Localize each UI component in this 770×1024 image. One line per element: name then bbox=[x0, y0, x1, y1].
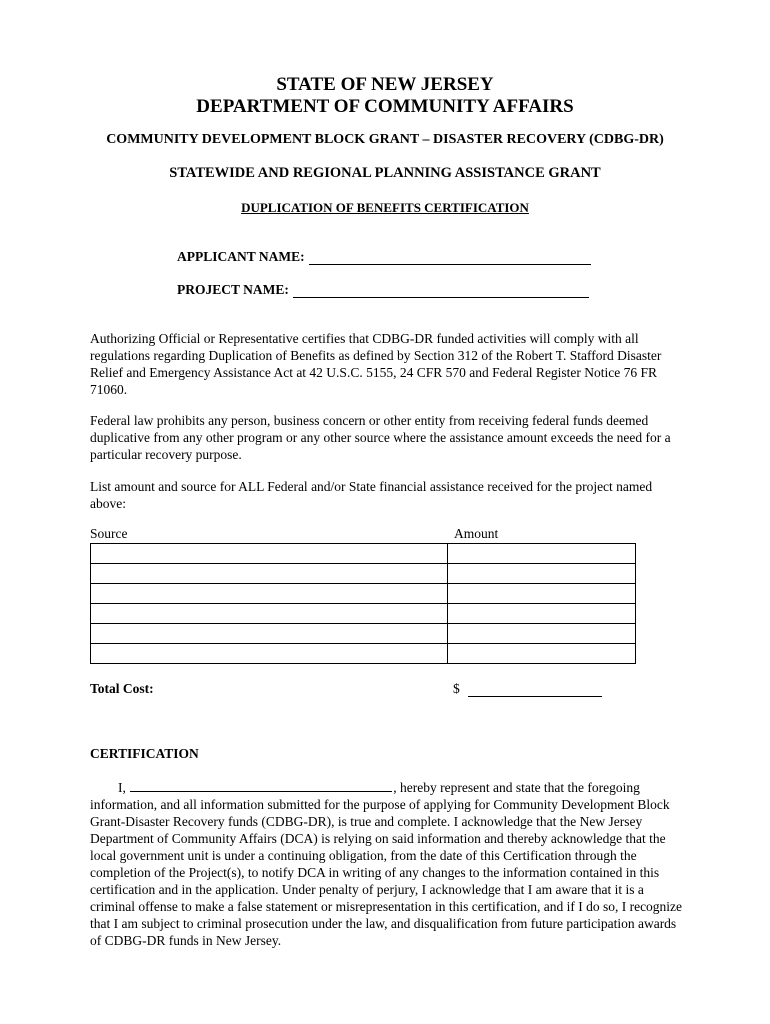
amount-cell bbox=[448, 644, 635, 663]
table-row bbox=[91, 624, 635, 644]
grant-title: STATEWIDE AND REGIONAL PLANNING ASSISTANCE GRANT bbox=[169, 165, 601, 181]
amount-input[interactable] bbox=[448, 644, 635, 663]
project-name-line bbox=[293, 283, 589, 298]
applicant-name-line bbox=[309, 250, 591, 265]
project-name-row bbox=[177, 282, 589, 298]
source-cell bbox=[91, 564, 448, 583]
amount-input[interactable] bbox=[448, 544, 635, 563]
amount-input[interactable] bbox=[448, 604, 635, 623]
certification-text: , hereby represent and state that the foregoing information, and all information submitted for the purpose of applying for Community Development Block Grant-Disaster Recovery funds (CDBG-DR), is true and complete. I acknowledge that the New Jersey Department of Community Affairs (DCA) is relying on said information and thereby acknowledge that the local government unit is under a continuing obligation, from the date of this Certification through the completion of the Project(s), to notify DCA in writing of any changes to the information contained in this certification and in the application. Under penalty of perjury, I acknowledge that I am aware that it is a criminal offense to make a false statement or misrepresentation in this certification, and if I do so, I recognize that I am subject to criminal prosecution under the law, and disqualification from future participation awards of CDBG-DR funds in New Jersey. bbox=[90, 780, 683, 948]
source-input[interactable] bbox=[91, 624, 447, 643]
source-cell bbox=[91, 624, 448, 643]
certification-prefix: I, bbox=[118, 780, 126, 795]
table-row bbox=[91, 604, 635, 624]
amount-cell bbox=[448, 584, 635, 603]
source-cell bbox=[91, 544, 448, 563]
source-input[interactable] bbox=[91, 584, 447, 603]
applicant-name-row bbox=[177, 249, 591, 265]
currency-symbol: $ bbox=[453, 681, 460, 696]
table-row bbox=[91, 544, 635, 564]
compliance-paragraph: Authorizing Official or Representative certifies that CDBG-DR funded activities will comply with all regulations regarding Duplication of Benefits as defined by Section 312 of the Robert T. Stafford Disaster Relief and Emergency Assistance Act at 42 U.S.C. 5155, 24 CFR 570 and Federal Register Notice 76 FR 71060. bbox=[90, 331, 662, 397]
total-cost-field bbox=[453, 681, 602, 697]
source-column-header: Source bbox=[90, 526, 128, 541]
assistance-table bbox=[90, 543, 636, 664]
total-cost-input[interactable] bbox=[468, 682, 602, 698]
amount-cell bbox=[448, 564, 635, 583]
source-input[interactable] bbox=[91, 544, 447, 563]
amount-cell bbox=[448, 624, 635, 643]
program-title: COMMUNITY DEVELOPMENT BLOCK GRANT – DISASTER RECOVERY (CDBG-DR) bbox=[106, 132, 664, 147]
project-name-input[interactable] bbox=[293, 283, 589, 299]
state-title: STATE OF NEW JERSEY bbox=[276, 74, 494, 95]
amount-input[interactable] bbox=[448, 564, 635, 583]
certifier-name-input[interactable] bbox=[130, 783, 392, 795]
form-title: DUPLICATION OF BENEFITS CERTIFICATION bbox=[241, 200, 529, 215]
table-row bbox=[91, 644, 635, 663]
table-row bbox=[91, 584, 635, 604]
federal-law-paragraph: Federal law prohibits any person, business concern or other entity from receiving federal funds deemed duplicative from any other program or any other source where the assistance amount exceeds the need for a particular recovery purpose. bbox=[90, 413, 671, 462]
certifier-name-line[interactable] bbox=[130, 779, 392, 792]
amount-column-header: Amount bbox=[454, 526, 499, 541]
amount-input[interactable] bbox=[448, 584, 635, 603]
source-cell bbox=[91, 584, 448, 603]
total-cost-line bbox=[468, 682, 602, 697]
department-title: DEPARTMENT OF COMMUNITY AFFAIRS bbox=[196, 96, 574, 117]
table-row bbox=[91, 564, 635, 584]
amount-cell bbox=[448, 544, 635, 563]
source-input[interactable] bbox=[91, 564, 447, 583]
applicant-name-label: APPLICANT NAME: bbox=[177, 249, 305, 264]
source-input[interactable] bbox=[91, 604, 447, 623]
amount-input[interactable] bbox=[448, 624, 635, 643]
applicant-name-input[interactable] bbox=[309, 250, 591, 266]
source-cell bbox=[91, 644, 448, 663]
source-input[interactable] bbox=[91, 644, 447, 663]
project-name-label: PROJECT NAME: bbox=[177, 282, 289, 297]
source-cell bbox=[91, 604, 448, 623]
certification-paragraph bbox=[90, 779, 690, 949]
total-cost-label: Total Cost: bbox=[90, 681, 154, 696]
list-instruction-paragraph: List amount and source for ALL Federal and/or State financial assistance received for the project named above: bbox=[90, 479, 653, 511]
certification-heading: CERTIFICATION bbox=[90, 746, 199, 761]
amount-cell bbox=[448, 604, 635, 623]
